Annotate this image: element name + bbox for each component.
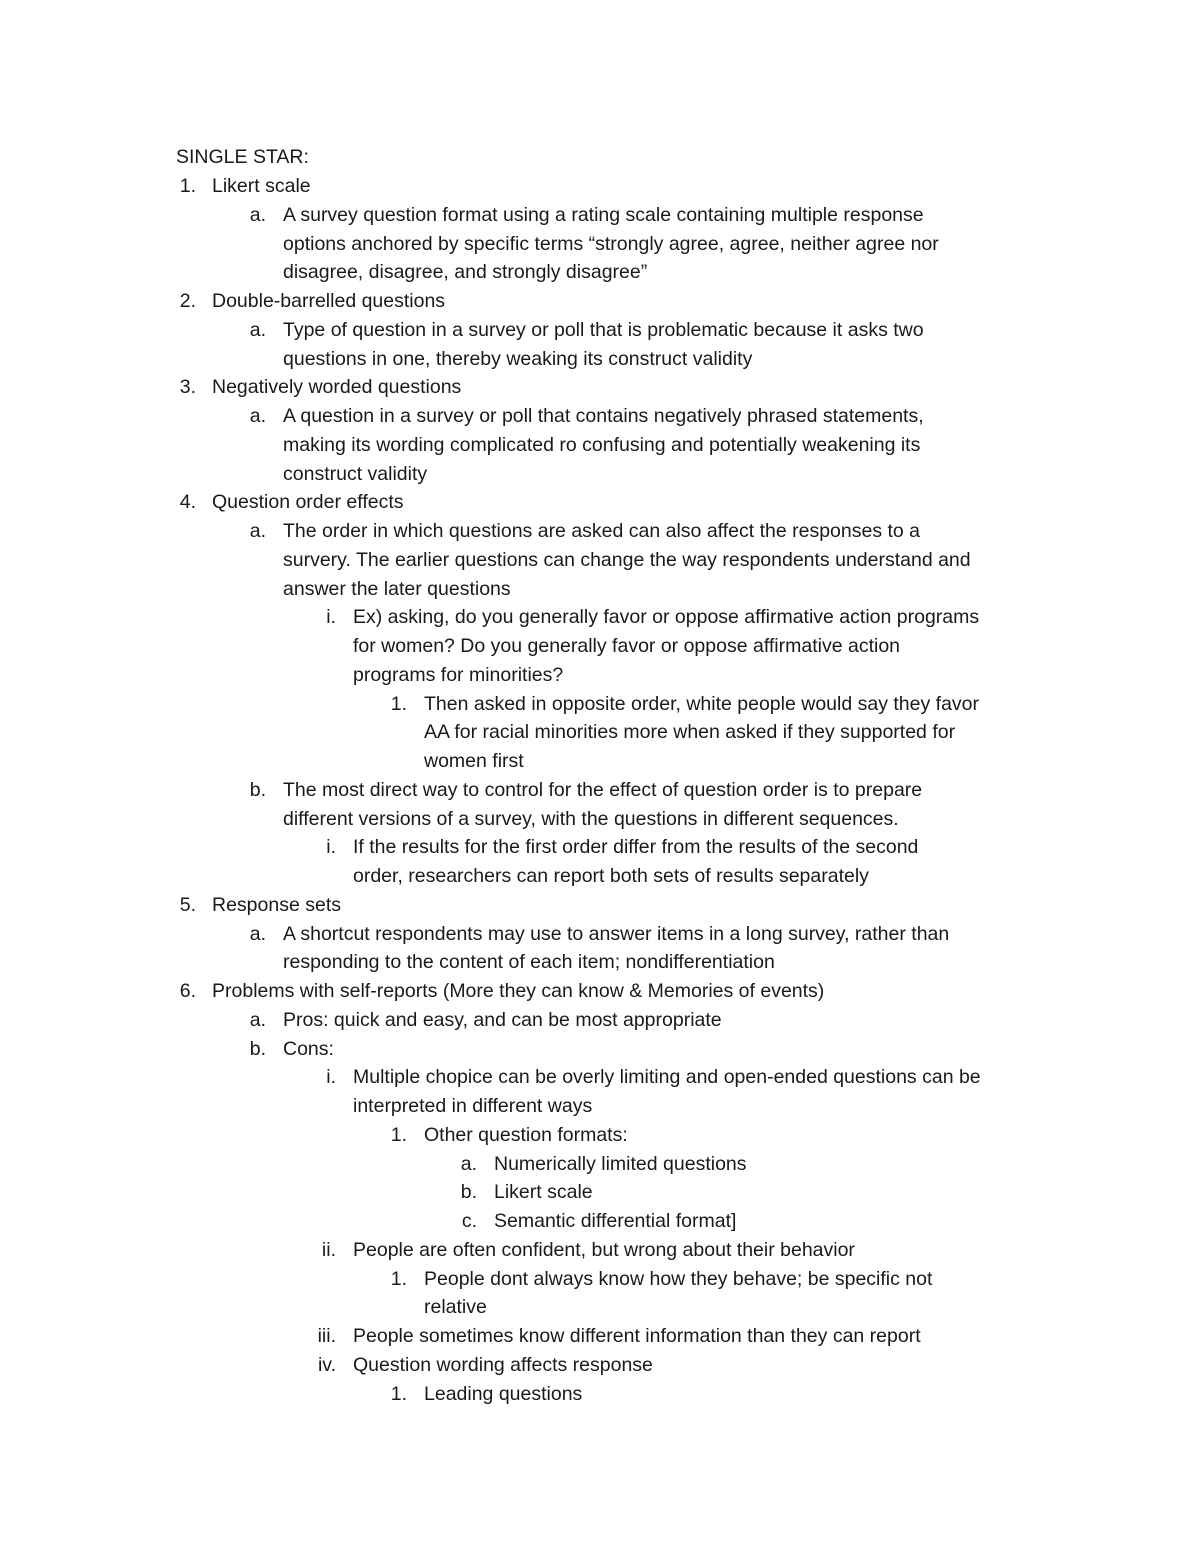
list-marker: 1. (179, 175, 196, 197)
list-marker: a. (249, 923, 266, 945)
list-marker: 1. (390, 1124, 407, 1146)
list-item-text: Likert scale (494, 1181, 593, 1203)
list-marker: b. (249, 779, 266, 801)
list-item-text: options anchored by specific terms “strongly agree, agree, neither agree nor (283, 233, 939, 255)
list-marker: a. (249, 1009, 266, 1031)
document-title: SINGLE STAR: (176, 146, 309, 168)
list-marker: ii. (321, 1239, 336, 1261)
list-marker: b. (460, 1181, 477, 1203)
list-item-text: The most direct way to control for the effect of question order is to prepare (283, 779, 923, 801)
list-item-text: order, researchers can report both sets of results separately (353, 865, 869, 887)
list-item-text: Then asked in opposite order, white people would say they favor (424, 693, 980, 715)
list-item-text: interpreted in different ways (353, 1095, 593, 1117)
list-item-text: making its wording complicated ro confusing and potentially weakening its (283, 434, 921, 456)
list-item-text: programs for minorities? (353, 664, 564, 686)
list-marker: 6. (179, 980, 196, 1002)
list-item-text: questions in one, thereby weaking its construct validity (283, 348, 753, 370)
list-item-text: different versions of a survey, with the questions in different sequences. (283, 808, 899, 830)
list-marker: 3. (179, 376, 196, 398)
list-marker: a. (249, 319, 266, 341)
list-item-text: Likert scale (212, 175, 311, 197)
list-marker: i. (326, 606, 336, 628)
list-marker: c. (461, 1210, 477, 1232)
list-marker: 4. (179, 491, 196, 513)
list-marker: iii. (317, 1325, 336, 1347)
list-item-text: Negatively worded questions (212, 376, 462, 398)
list-item-text: People sometimes know different information than they can report (353, 1325, 921, 1347)
list-item-text: Leading questions (424, 1383, 583, 1405)
list-item-text: Multiple chopice can be overly limiting and open-ended questions can be (353, 1066, 981, 1088)
list-item-text: Question order effects (212, 491, 404, 513)
list-item-text: Ex) asking, do you generally favor or oppose affirmative action programs (353, 606, 980, 628)
list-item-text: The order in which questions are asked can also affect the responses to a (283, 520, 921, 542)
list-item-text: Question wording affects response (353, 1354, 653, 1376)
list-marker: 1. (390, 1268, 407, 1290)
list-item-text: If the results for the first order differ from the results of the second (353, 836, 919, 858)
list-item-text: Cons: (283, 1038, 334, 1060)
list-marker: 1. (390, 693, 407, 715)
list-marker: iv. (317, 1354, 336, 1376)
list-marker: a. (249, 204, 266, 226)
list-item-text: women first (424, 750, 524, 772)
list-item-text: disagree, disagree, and strongly disagree” (283, 261, 648, 283)
list-marker: a. (249, 405, 266, 427)
list-marker: i. (326, 836, 336, 858)
list-item-text: Semantic differential format] (494, 1210, 737, 1232)
list-item-text: People dont always know how they behave; be specific not (424, 1268, 933, 1290)
list-marker: b. (249, 1038, 266, 1060)
list-item-text: People are often confident, but wrong about their behavior (353, 1239, 855, 1261)
list-item-text: A question in a survey or poll that contains negatively phrased statements, (283, 405, 924, 427)
list-item-text: relative (424, 1296, 487, 1318)
list-item-text: Numerically limited questions (494, 1153, 747, 1175)
list-item-text: Problems with self-reports (More they can know & Memories of events) (212, 980, 825, 1002)
list-marker: 2. (179, 290, 196, 312)
list-marker: 5. (179, 894, 196, 916)
list-marker: i. (326, 1066, 336, 1088)
list-marker: 1. (390, 1383, 407, 1405)
list-marker: a. (460, 1153, 477, 1175)
list-item-text: Pros: quick and easy, and can be most appropriate (283, 1009, 722, 1031)
list-item-text: Other question formats: (424, 1124, 628, 1146)
list-item-text: A survey question format using a rating scale containing multiple response (283, 204, 924, 226)
list-marker: a. (249, 520, 266, 542)
list-item-text: answer the later questions (283, 578, 511, 600)
list-item-text: construct validity (283, 463, 428, 485)
list-item-text: Type of question in a survey or poll that is problematic because it asks two (283, 319, 924, 341)
list-item-text: for women? Do you generally favor or oppose affirmative action (353, 635, 901, 657)
list-item-text: Double-barrelled questions (212, 290, 446, 312)
list-item-text: A shortcut respondents may use to answer items in a long survey, rather than (283, 923, 950, 945)
list-item-text: AA for racial minorities more when asked if they supported for (424, 721, 956, 743)
list-item-text: Response sets (212, 894, 341, 916)
list-item-text: responding to the content of each item; nondifferentiation (283, 951, 775, 973)
list-item-text: survery. The earlier questions can change the way respondents understand and (283, 549, 971, 571)
